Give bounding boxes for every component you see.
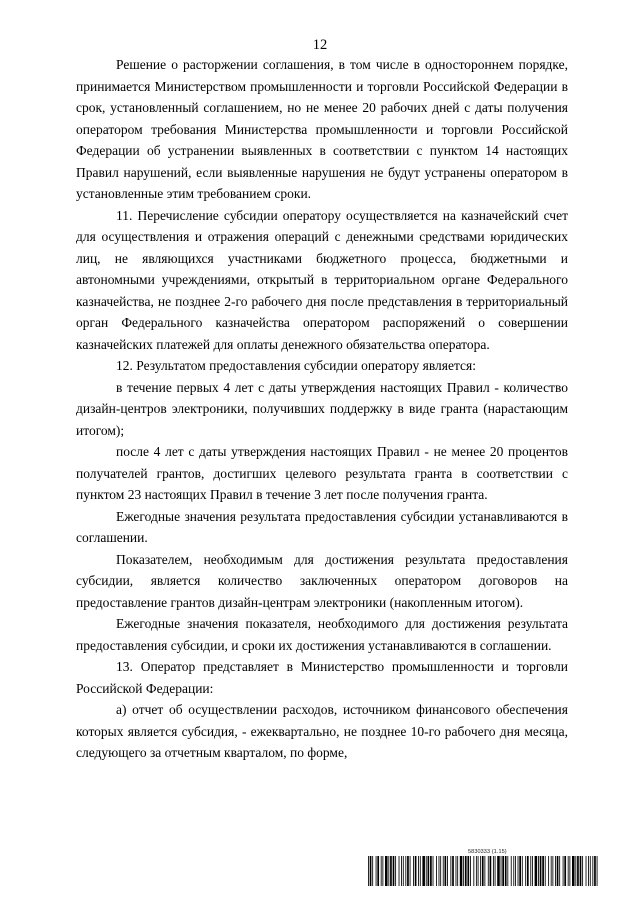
paragraph-12-first-4-years: в течение первых 4 лет с даты утверждения настоящих Правил - количество дизайн-центров электроники, получивших поддержку в виде гранта (нарастающим итогом); — [76, 379, 568, 438]
paragraph-13-a: а) отчет об осуществлении расходов, источником финансового обеспечения которых является субсидия, - ежеквартально, не позднее 10-го рабочего дня месяца, следующего за отчетным кварталом, по форме, — [76, 702, 568, 760]
barcode — [368, 856, 600, 886]
paragraph-12-after-4-years: после 4 лет с даты утверждения настоящих Правил - не менее 20 процентов получателей грантов, достигших целевого результата гранта в соответствии с пунктом 23 настоящих Правил в течение 3 лет после получения гранта. — [76, 444, 568, 502]
page-number: 12 — [312, 37, 328, 53]
paragraph-11: 11. Перечисление субсидии оператору осуществляется на казначейский счет для осуществления и отражения операций с денежными средствами юридических лиц, не являющихся участниками бюджетного процесса, бюджетными и автономными учреждениями, открытый в территориальном органе Федерального казначейства, не позднее 2-го рабочего дня после представления в территориальный орган Федерального казначейства оператором распоряжений о совершении казначейских платежей для оплаты денежного обязательства оператора. — [76, 207, 568, 352]
paragraph-13: 13. Оператор представляет в Министерство промышленности и торговли Российской Федерации: — [76, 659, 568, 696]
document-body — [76, 54, 568, 764]
paragraph-termination: Решение о расторжении соглашения, в том числе в одностороннем порядке, принимается Министерством промышленности и торговли Российской Федерации в срок, установленный соглашением, но не менее 20 рабочих дней с даты получения оператором требования Министерства промышленности и торговли Российской Федерации об устранении выявленных в соответствии с пунктом 14 настоящих Правил нарушений, если выявленные нарушения не будут устранены оператором в установленные этим требованием сроки. — [76, 57, 568, 201]
paragraph-indicator: Показателем, необходимым для достижения результата предоставления субсидии, является количество заключенных оператором договоров на предоставление грантов дизайн-центрам электроники (накопленным итогом). — [76, 551, 568, 610]
paragraph-annual-indicator-values: Ежегодные значения показателя, необходимого для достижения результата предоставления субсидии, и сроки их достижения устанавливаются в соглашении. — [76, 616, 568, 653]
document-code: 5830333 (1.15) — [468, 849, 507, 855]
paragraph-12: 12. Результатом предоставления субсидии оператору является: — [116, 358, 476, 373]
paragraph-annual-result-values: Ежегодные значения результата предоставления субсидии устанавливаются в соглашении. — [76, 508, 568, 545]
